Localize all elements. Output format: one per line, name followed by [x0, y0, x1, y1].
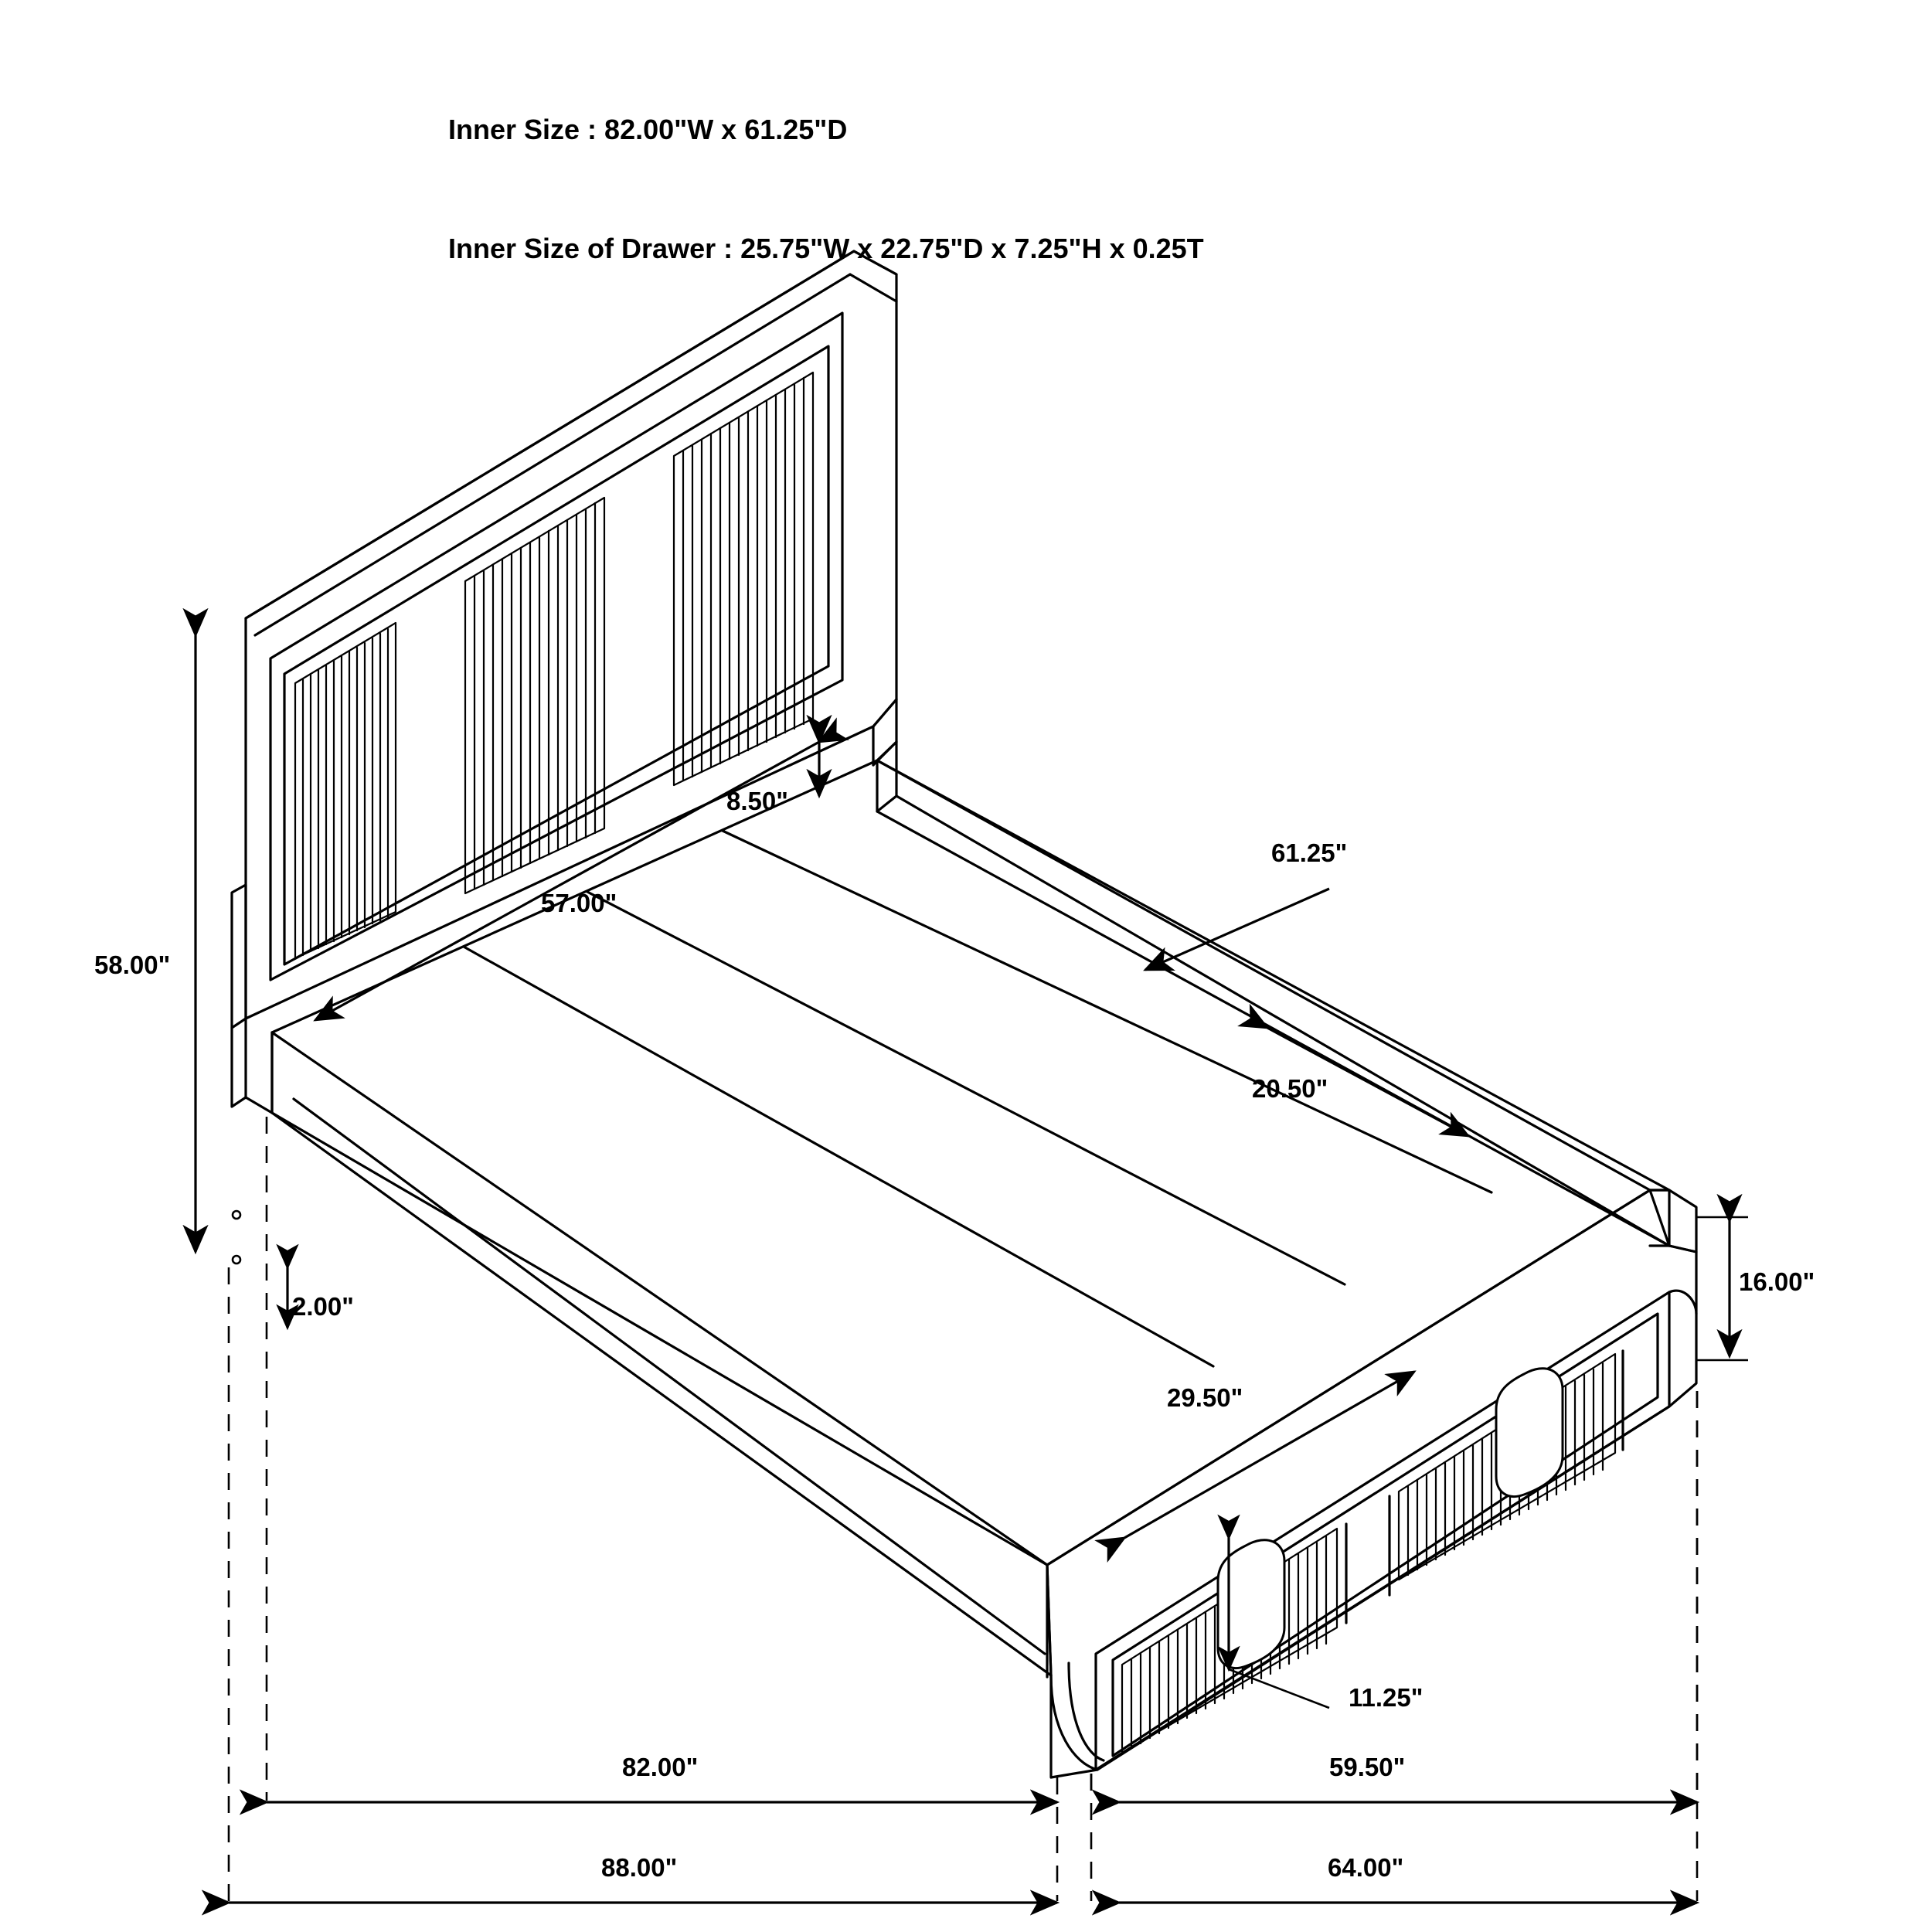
label-29-50: 29.50" [1167, 1383, 1243, 1412]
left-side-rail [272, 1032, 1047, 1677]
drawer-handle-right [1496, 1369, 1563, 1497]
label-88-00: 88.00" [601, 1853, 678, 1882]
inner-size-note: Inner Size : 82.00"W x 61.25"D [448, 114, 848, 146]
headboard-left-post [232, 885, 246, 1028]
label-20-50: 20.50" [1252, 1074, 1328, 1103]
label-59-50: 59.50" [1329, 1753, 1406, 1781]
hardware-dot-1 [233, 1211, 240, 1219]
dim-line-mattress-depth [1145, 889, 1329, 970]
label-2-00: 2.00" [292, 1292, 354, 1321]
inner-drawer-size-note: Inner Size of Drawer : 25.75"W x 22.75"D x 7.25"H x 0.25T [448, 232, 1204, 264]
label-headboard-panel-width: 57.00" [541, 889, 617, 917]
headboard-flute-panels [295, 372, 813, 958]
label-64-00: 64.00" [1328, 1853, 1404, 1882]
label-82-00: 82.00" [622, 1753, 699, 1781]
leader-11-25 [1229, 1669, 1329, 1708]
label-mattress-depth: 61.25" [1271, 838, 1348, 867]
label-8-50: 8.50" [726, 787, 788, 815]
extension-lines [229, 1117, 1697, 1901]
label-headboard-height: 58.00" [94, 951, 171, 979]
hardware-dot-2 [233, 1256, 240, 1264]
right-side-rail [877, 760, 1669, 1246]
label-16-00: 16.00" [1739, 1267, 1815, 1296]
footboard-corner-right [1669, 1291, 1696, 1314]
footboard-corner-left [1051, 1675, 1097, 1770]
deck-slat-line-2 [587, 892, 1345, 1284]
headboard-left-leg [246, 1019, 272, 1113]
label-11-25: 11.25" [1349, 1683, 1423, 1712]
mattress-deck [272, 760, 1650, 1565]
right-head-post [877, 742, 896, 811]
